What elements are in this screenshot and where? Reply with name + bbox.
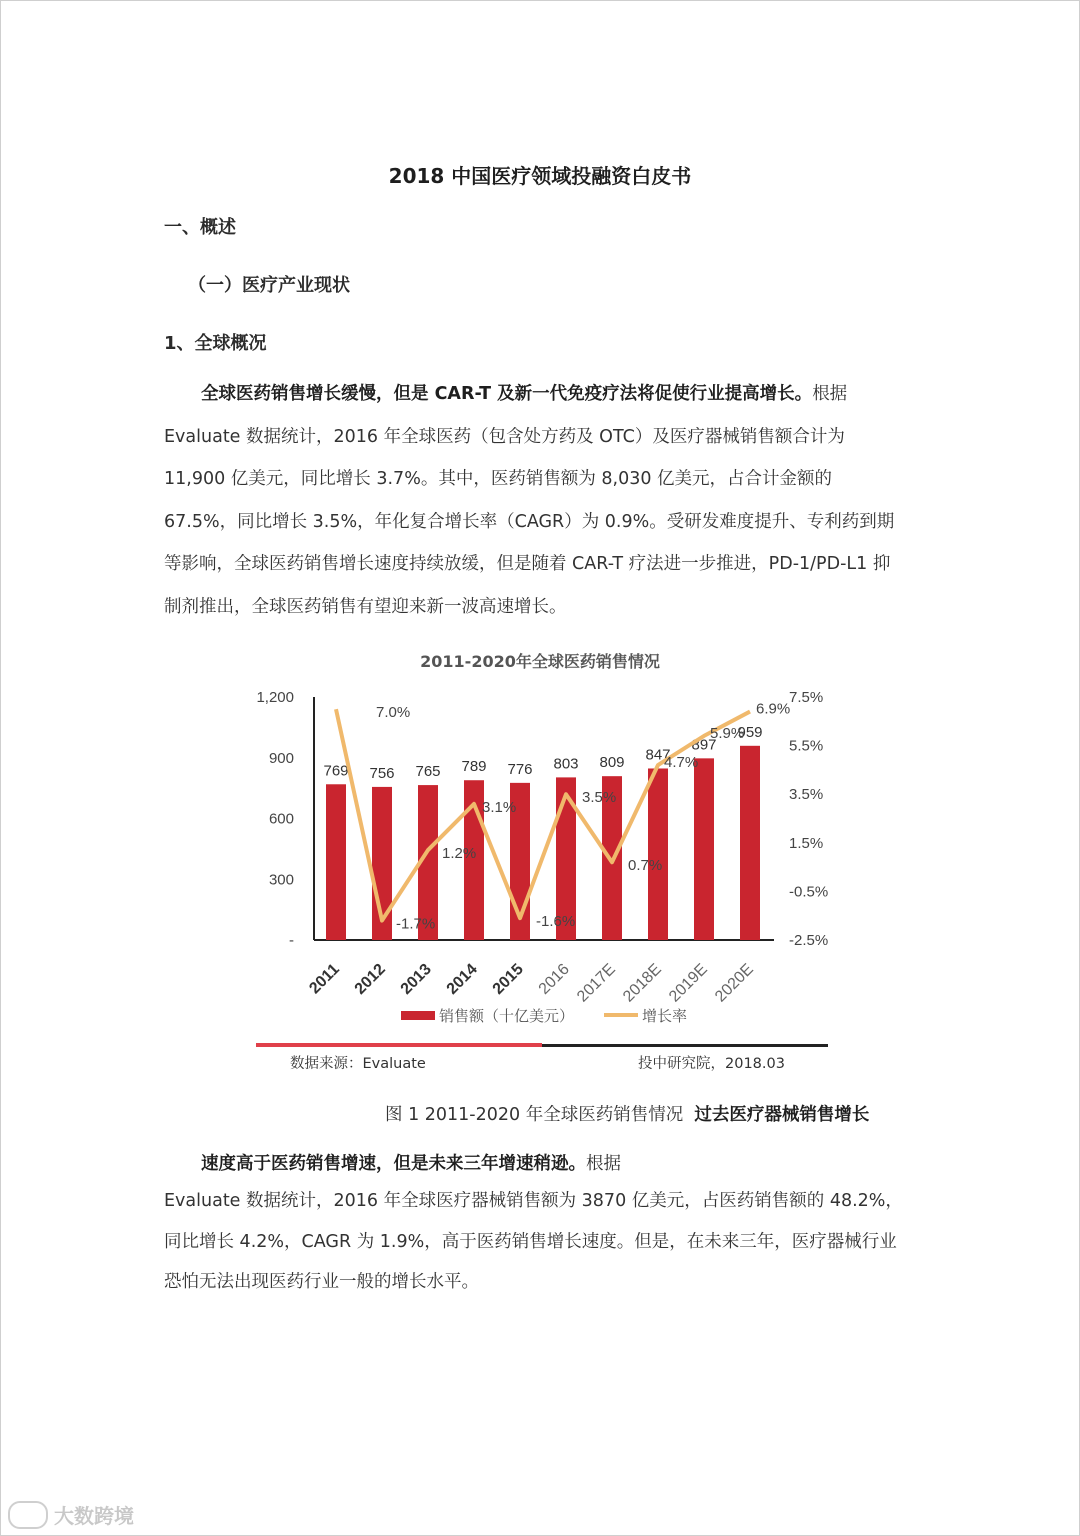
sales-bar-label: 959 [737,723,763,741]
right-axis-tick-label: 1.5% [789,834,824,852]
sales-bar [694,758,714,940]
watermark-text: 大数跨境 [54,1504,134,1528]
right-axis-tick-label: 3.5% [789,786,824,804]
sales-bar-label: 769 [323,762,349,780]
legend-growth-label: 增长率 [642,1008,688,1025]
x-axis-category-label: 2018E [620,960,665,1006]
chart-title: 2011-2020年全球医药销售情况 [420,652,660,671]
sales-bar-label: 776 [507,760,533,778]
growth-rate-label: 5.9% [710,724,745,742]
sales-bar-label: 756 [369,764,395,782]
paragraph-body: 根据 Evaluate 数据统计，2016 年全球医药（包含处方药及 OTC）及医疗器械销售额合计为 11,900 亿美元，同比增长 3.7%。其中，医药销售额为 8,030 亿美元，占合计金额的 67.5%，同比增长 3.5%，年化复合增长率（CAGR）为 0.9%。受研发难度提升、专利药到期等影响，全球医药销售增长速度持续放缓，但是随着 CAR-T 疗法进一步推进，PD-1/PD-L1 抑制剂推出，全球医药销售有望迎来新一波高速增长。 [164,384,895,617]
paragraph-medical-devices: Evaluate 数据统计，2016 年全球医疗器械销售额为 3870 亿美元，占医药销售额的 48.2%，同比增长 4.2%，CAGR 为 1.9%，高于医药销售增长速度。但是，在未来三年，医疗器械行业恐怕无法出现医药行业一般的增长水平。 [164,1191,903,1292]
sales-bar [326,784,346,940]
left-axis-tick-label: - [289,932,294,949]
paragraph-lead: 全球医药销售增长缓慢，但是 CAR-T 及新一代免疫疗法将促使行业提高增长。 [201,384,813,404]
sales-bar-label: 803 [553,755,579,773]
x-axis-category-label: 2017E [574,960,619,1006]
x-axis-category-label: 2012 [351,960,389,998]
growth-rate-label: 3.5% [582,789,617,807]
heading-overview: 一、概述 [164,217,236,238]
x-axis-category-label: 2016 [535,960,573,998]
source-divider-red [256,1043,542,1047]
data-source: 数据来源：Evaluate [290,1056,426,1072]
heading-global-overview: 1、全球概况 [164,333,267,354]
x-axis-category-label: 2020E [712,960,757,1006]
x-axis-category-label: 2015 [489,960,527,998]
x-axis-category-label: 2011 [306,960,343,998]
heading-industry-status: （一）医疗产业现状 [188,275,350,296]
paragraph2-lead-part2: 速度高于医药销售增速，但是未来三年增速稍逊。 [201,1154,586,1174]
right-axis-tick-label: -0.5% [789,883,829,901]
growth-rate-line [336,709,750,920]
x-axis-category-label: 2013 [397,960,435,998]
growth-rate-label: 0.7% [628,857,663,875]
left-axis-tick-label: 300 [268,871,294,889]
growth-rate-label: 6.9% [756,700,791,718]
watermark-logo-icon [8,1501,48,1529]
figure-caption-line [385,1101,869,1126]
growth-rate-label: 7.0% [376,704,411,722]
sales-bar-label: 765 [415,763,441,781]
sales-bar-label: 847 [645,746,671,764]
left-axis-tick-label: 1,200 [256,689,294,706]
paragraph2-lead-line [201,1150,621,1175]
legend-sales-label: 销售额（十亿美元） [439,1008,575,1025]
legend-sales-swatch [401,1011,435,1020]
source-divider-black [542,1044,828,1047]
growth-rate-label: 1.2% [442,845,477,863]
sales-bar-label: 809 [599,754,625,772]
growth-rate-label: 4.7% [664,754,699,772]
left-axis-tick-label: 600 [268,810,294,828]
sales-bar [648,768,668,940]
x-axis-category-label: 2014 [443,960,481,998]
left-axis-tick-label: 900 [268,749,294,767]
growth-rate-label: -1.7% [396,915,436,933]
x-axis-category-label: 2019E [666,960,711,1006]
right-axis-tick-label: 7.5% [789,689,824,706]
research-credit: 投中研究院，2018.03 [638,1056,785,1072]
right-axis-tick-label: -2.5% [789,932,829,949]
watermark [8,1500,134,1529]
paragraph2-lead-part1: 过去医疗器械销售增长 [694,1105,870,1125]
sales-bar-label: 897 [691,736,717,754]
sales-bar [740,746,760,940]
growth-rate-label: 3.1% [482,798,517,816]
growth-rate-label: -1.6% [536,913,576,931]
document-title: 2018 中国医疗领域投融资白皮书 [388,164,692,188]
figure-caption: 图 1 2011-2020 年全球医药销售情况 [385,1105,684,1125]
right-axis-tick-label: 5.5% [789,737,824,755]
sales-bar-label: 789 [461,758,487,776]
paragraph2-lead-tail: 根据 [586,1154,621,1174]
